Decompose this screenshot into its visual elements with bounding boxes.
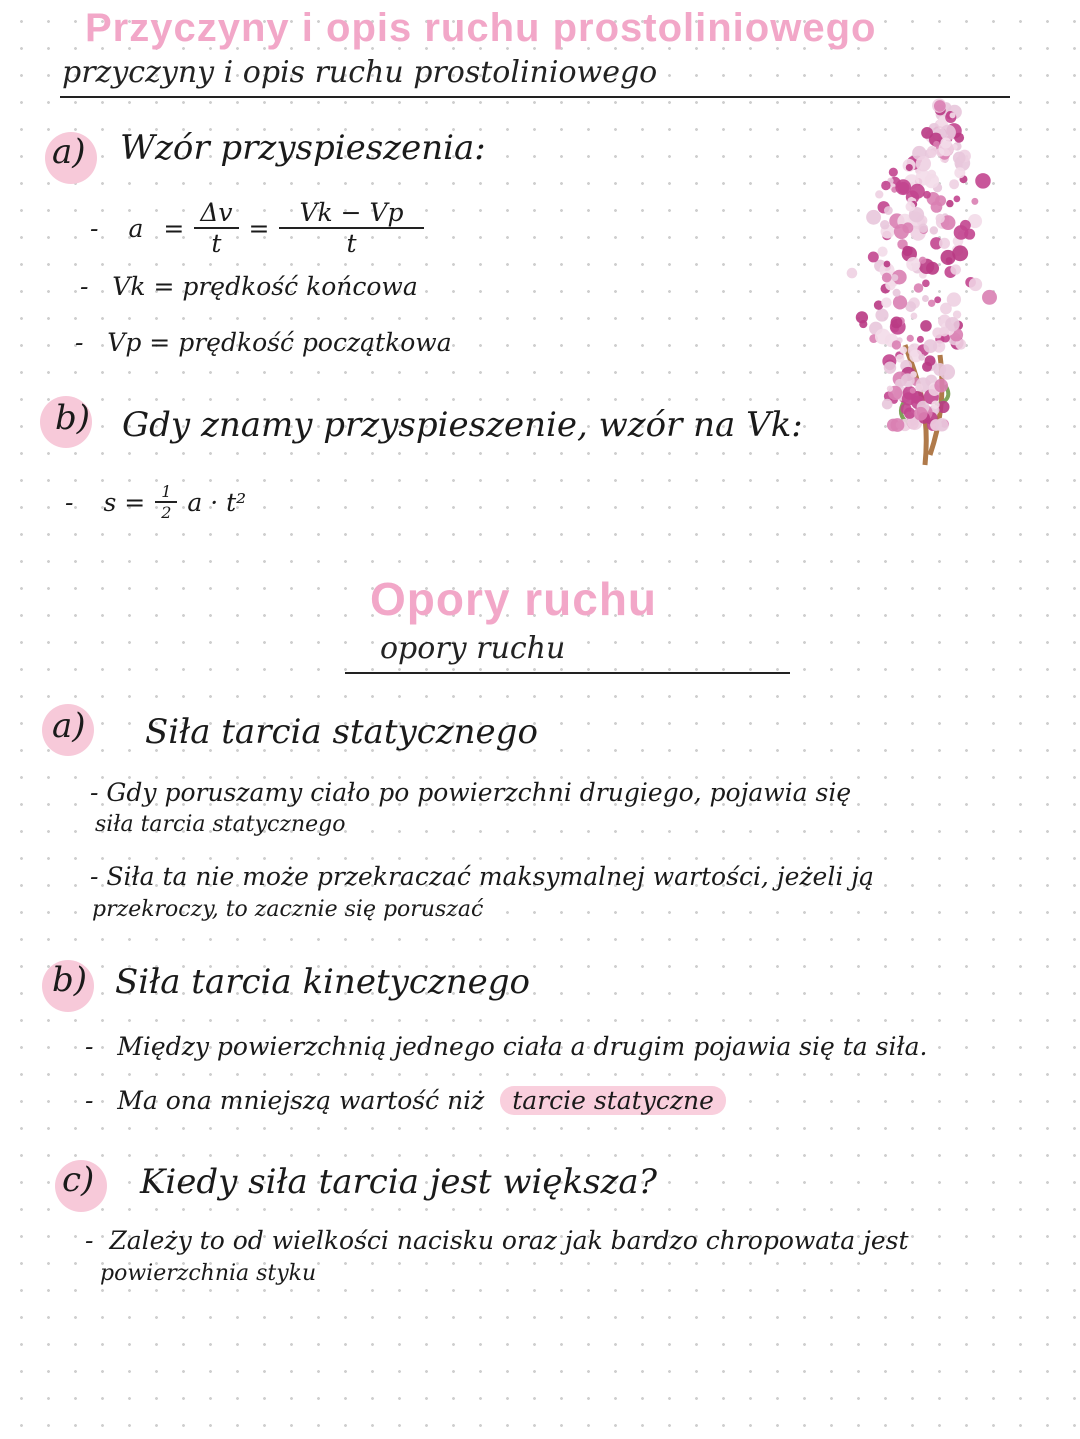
lilac-blossom: [952, 245, 968, 261]
lilac-blossom: [934, 379, 948, 393]
lilac-blossom: [939, 327, 949, 337]
fraction-denominator: t: [211, 229, 222, 258]
lilac-blossom: [877, 246, 887, 256]
fraction-numerator: Vk − Vp: [279, 198, 423, 229]
lilac-blossom: [868, 251, 879, 262]
lilac-blossom: [893, 289, 901, 297]
handwritten-title: opory ruchu: [380, 631, 566, 666]
list-item: - Między powierzchnią jednego ciała a drugim pojawia się ta siła.: [85, 1032, 928, 1061]
list-item: - Ma ona mniejszą wartość niż tarcie statyczne: [85, 1086, 726, 1115]
formula-distance: - s = $\frac{1}{2}$ a · t²: [65, 482, 247, 522]
lilac-blossom: [919, 257, 926, 264]
fraction-denominator: t: [346, 229, 357, 258]
lilac-blossom: [940, 303, 952, 315]
lilac-blossom: [934, 100, 946, 112]
lilac-blossom: [936, 214, 945, 223]
lilac-blossom: [954, 167, 965, 178]
lilac-blossom: [918, 354, 925, 361]
lilac-blossom: [875, 190, 883, 198]
lilac-blossom: [884, 361, 896, 373]
lilac-blossom: [901, 373, 915, 387]
lilac-blossom: [917, 336, 924, 343]
lilac-blossom: [940, 125, 956, 141]
heading-final-velocity: Gdy znamy przyspieszenie, wzór na Vk:: [122, 405, 803, 445]
lilac-blossom: [915, 383, 923, 391]
lilac-blossom: [881, 181, 891, 191]
lilac-blossom: [931, 401, 940, 410]
highlighted-term: tarcie statyczne: [500, 1086, 726, 1115]
lilac-blossom: [935, 195, 946, 206]
lilac-blossom: [910, 184, 925, 199]
formula-lhs: a: [128, 213, 144, 243]
lilac-blossom: [971, 198, 978, 205]
lilac-blossom: [946, 200, 953, 207]
lilac-blossom: [906, 257, 920, 271]
lilac-blossom: [889, 168, 898, 177]
lilac-blossom: [902, 222, 913, 233]
lilac-blossom: [847, 268, 858, 279]
formula-acceleration: [90, 198, 434, 258]
handwritten-title: przyczyny i opis ruchu prostoliniowego: [62, 55, 658, 90]
lilac-blossom: [920, 320, 932, 332]
lilac-blossom: [900, 346, 907, 353]
lilac-blossom: [884, 261, 891, 268]
marker-b: b): [55, 398, 91, 438]
list-item: - Siła ta nie może przekraczać maksymalnej wartości, jeżeli ją: [90, 862, 874, 891]
section-title: Opory ruchu: [370, 573, 658, 625]
lilac-blossom: [896, 354, 905, 363]
lilac-blossom: [890, 418, 904, 432]
section-title: Przyczyny i opis ruchu prostoliniowego: [85, 6, 877, 50]
lilac-blossom: [875, 309, 888, 322]
lilac-blossom: [907, 335, 914, 342]
lilac-blossom: [950, 264, 961, 275]
lilac-blossom: [930, 226, 938, 234]
equals: =: [163, 213, 185, 243]
lilac-blossom: [928, 300, 935, 307]
lilac-blossom: [880, 220, 889, 229]
lilac-blossom: [940, 138, 951, 149]
lilac-blossom: [935, 419, 948, 432]
lilac-blossom: [982, 290, 997, 305]
heading-when-friction-greater: Kiedy siła tarcia jest większa?: [140, 1162, 657, 1202]
marker-a: a): [52, 132, 86, 172]
bullet: -: [90, 213, 99, 243]
fraction-numerator: Δv: [194, 198, 238, 229]
lilac-flower-illustration: [835, 95, 1035, 470]
lilac-blossom: [975, 173, 990, 188]
lilac-blossom: [866, 210, 881, 225]
heading-kinetic-friction: Siła tarcia kinetycznego: [115, 962, 531, 1002]
lilac-blossom: [918, 223, 927, 232]
lilac-blossom: [882, 399, 893, 410]
lilac-blossom: [924, 339, 938, 353]
lilac-blossom: [969, 278, 982, 291]
list-item: - Gdy poruszamy ciało po powierzchni drugiego, pojawia się: [90, 778, 852, 807]
marker-a: a): [52, 706, 86, 746]
lilac-blossom: [949, 179, 959, 189]
lilac-blossom: [881, 297, 891, 307]
lilac-blossom: [891, 317, 903, 329]
list-item-continuation: powierzchnia styku: [100, 1261, 317, 1286]
lilac-blossom: [939, 364, 955, 380]
marker-b: b): [52, 960, 88, 1000]
lilac-blossom: [906, 202, 916, 212]
lilac-blossom: [934, 296, 941, 303]
lilac-blossom: [906, 164, 913, 171]
heading-static-friction: Siła tarcia statycznego: [145, 712, 538, 752]
lilac-blossom: [893, 295, 907, 309]
lilac-blossom: [914, 283, 924, 293]
heading-acceleration-formula: Wzór przyspieszenia:: [120, 128, 486, 168]
lilac-blossom: [950, 112, 956, 118]
list-item: - Zależy to od wielkości nacisku oraz jak bardzo chropowata jest: [85, 1226, 909, 1255]
lilac-blossom: [922, 295, 929, 302]
title-underline: [345, 672, 790, 674]
lilac-blossom: [916, 156, 931, 171]
list-item: - Vp = prędkość początkowa: [75, 328, 452, 357]
lilac-blossom: [902, 246, 912, 256]
lilac-blossom: [882, 273, 892, 283]
list-item-continuation: siła tarcia statycznego: [95, 812, 346, 837]
lilac-blossom: [892, 340, 901, 349]
lilac-blossom: [856, 311, 868, 323]
lilac-blossom: [895, 179, 911, 195]
lilac-blossom: [922, 280, 930, 288]
lilac-blossom: [910, 388, 916, 394]
list-item-continuation: przekroczy, to zacznie się poruszać: [92, 897, 484, 922]
lilac-blossom: [921, 127, 933, 139]
equals: =: [248, 213, 270, 243]
lilac-blossom: [887, 386, 893, 392]
lilac-blossom: [960, 220, 971, 231]
lilac-blossom: [939, 238, 950, 249]
lilac-blossom: [927, 170, 936, 179]
lilac-blossom: [875, 329, 891, 345]
lilac-blossom: [927, 146, 937, 156]
marker-c: c): [62, 1160, 95, 1200]
lilac-blossom: [954, 195, 961, 202]
lilac-blossom: [922, 362, 932, 372]
lilac-blossom: [904, 408, 915, 419]
lilac-blossom: [911, 313, 918, 320]
list-item: - Vk = prędkość końcowa: [80, 272, 418, 301]
lilac-blossom: [914, 407, 928, 421]
lilac-blossom: [884, 206, 893, 215]
lilac-blossom: [891, 274, 898, 281]
